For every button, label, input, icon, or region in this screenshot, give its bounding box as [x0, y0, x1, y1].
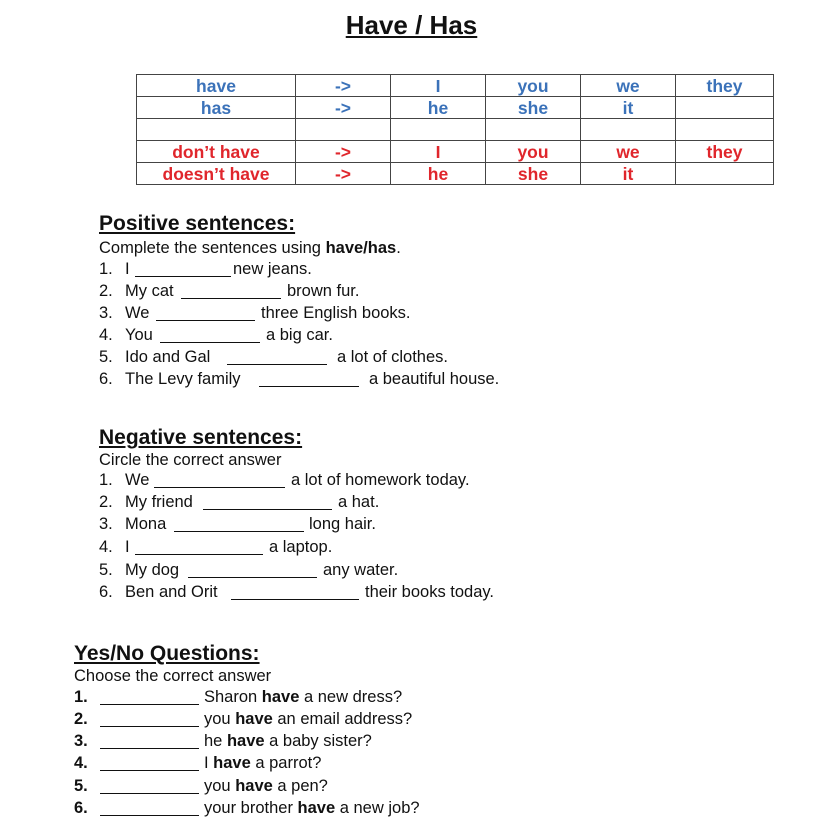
item-rest: brown fur. — [287, 282, 360, 300]
question-text — [204, 752, 321, 774]
positive-item — [99, 302, 411, 324]
instruction-text: Complete the sentences using — [99, 239, 326, 257]
question-item — [74, 752, 322, 774]
question-text — [204, 775, 328, 797]
item-rest: long hair. — [309, 515, 376, 533]
table-cell — [137, 119, 296, 141]
question-text — [204, 708, 412, 730]
table-cell — [581, 119, 676, 141]
instruction-bold: have/has — [325, 239, 397, 257]
question-text — [204, 797, 420, 819]
item-number: 4. — [99, 538, 113, 556]
item-rest: new jeans. — [233, 260, 312, 278]
answer-blank[interactable] — [100, 726, 199, 727]
item-number: 3. — [74, 732, 88, 750]
question-pre: Sharon — [204, 688, 262, 706]
table-cell: I — [391, 75, 486, 97]
question-post: a new job? — [335, 799, 420, 817]
question-post: an email address? — [272, 710, 413, 728]
item-rest: a beautiful house. — [369, 370, 500, 388]
table-cell: -> — [296, 97, 391, 119]
table-cell: you — [486, 141, 581, 163]
question-pre: you — [204, 777, 236, 795]
table-cell: she — [486, 97, 581, 119]
item-subject: Mona — [125, 515, 167, 533]
table-cell: it — [581, 163, 676, 185]
answer-blank[interactable] — [135, 276, 231, 277]
table-row — [137, 97, 774, 119]
table-cell: we — [581, 141, 676, 163]
item-subject: My dog — [125, 561, 180, 579]
answer-blank[interactable] — [203, 509, 332, 510]
question-item — [74, 708, 413, 730]
answer-blank[interactable] — [100, 770, 199, 771]
table-cell: it — [581, 97, 676, 119]
question-verb: have — [226, 732, 265, 750]
question-pre: you — [204, 710, 236, 728]
answer-blank[interactable] — [188, 577, 317, 578]
question-item — [74, 686, 403, 708]
table-cell: he — [391, 163, 486, 185]
question-verb: have — [261, 688, 300, 706]
question-pre: he — [204, 732, 227, 750]
negative-item — [99, 581, 495, 603]
table-row — [137, 75, 774, 97]
table-cell: we — [581, 75, 676, 97]
answer-blank[interactable] — [174, 531, 304, 532]
item-subject: Ben and Orit — [125, 583, 218, 601]
table-cell: -> — [296, 163, 391, 185]
positive-item — [99, 346, 448, 368]
have-has-table — [136, 74, 774, 185]
item-subject: My cat — [125, 282, 174, 300]
negative-instruction: Circle the correct answer — [99, 451, 282, 469]
answer-blank[interactable] — [100, 748, 199, 749]
negative-item — [99, 513, 376, 535]
item-number: 6. — [74, 799, 88, 817]
item-number: 2. — [99, 282, 113, 300]
question-verb: have — [213, 754, 251, 772]
item-subject: The Levy family — [125, 370, 241, 388]
answer-blank[interactable] — [100, 793, 199, 794]
table-cell: don’t have — [137, 141, 296, 163]
item-subject: I — [125, 538, 130, 556]
item-number: 6. — [99, 370, 113, 388]
question-post: a parrot? — [250, 754, 322, 772]
item-subject: We — [125, 304, 150, 322]
question-verb: have — [297, 799, 336, 817]
positive-item — [99, 258, 312, 280]
question-post: a pen? — [272, 777, 328, 795]
answer-blank[interactable] — [181, 298, 281, 299]
item-number: 1. — [99, 260, 113, 278]
item-number: 6. — [99, 583, 113, 601]
question-item — [74, 775, 328, 797]
table-cell — [391, 119, 486, 141]
questions-heading: Yes/No Questions: — [74, 642, 260, 665]
answer-blank[interactable] — [100, 815, 199, 816]
item-rest: a big car. — [266, 326, 333, 344]
item-rest: a laptop. — [269, 538, 333, 556]
item-number: 1. — [99, 471, 113, 489]
item-rest: any water. — [323, 561, 399, 579]
table-row — [137, 141, 774, 163]
item-rest: a lot of homework today. — [291, 471, 470, 489]
table-cell: -> — [296, 75, 391, 97]
negative-item — [99, 559, 399, 581]
table-cell: you — [486, 75, 581, 97]
item-number: 5. — [99, 561, 113, 579]
instruction-end: . — [396, 239, 401, 257]
item-rest: their books today. — [365, 583, 495, 601]
item-subject: My friend — [125, 493, 193, 511]
item-number: 4. — [74, 754, 88, 772]
item-number: 5. — [74, 777, 88, 795]
answer-blank[interactable] — [135, 554, 263, 555]
table-row — [137, 163, 774, 185]
item-subject: You — [125, 326, 153, 344]
answer-blank[interactable] — [259, 386, 359, 387]
item-number: 2. — [99, 493, 113, 511]
item-number: 2. — [74, 710, 88, 728]
question-pre: I — [204, 754, 214, 772]
table-cell — [676, 97, 774, 119]
questions-instruction: Choose the correct answer — [74, 667, 272, 685]
table-cell — [676, 163, 774, 185]
table-cell — [486, 119, 581, 141]
question-text — [204, 730, 372, 752]
question-text — [204, 686, 402, 708]
positive-instruction — [99, 239, 401, 258]
table-row — [137, 119, 774, 141]
question-post: a baby sister? — [264, 732, 372, 750]
negative-item — [99, 469, 470, 491]
item-subject: I — [125, 260, 130, 278]
answer-blank[interactable] — [156, 320, 255, 321]
question-verb: have — [235, 710, 273, 728]
negative-heading: Negative sentences: — [99, 426, 303, 449]
negative-item — [99, 536, 333, 558]
page-title: Have / Has — [345, 10, 478, 40]
table-cell: doesn’t have — [137, 163, 296, 185]
item-number: 3. — [99, 304, 113, 322]
table-cell: have — [137, 75, 296, 97]
table-cell: has — [137, 97, 296, 119]
answer-blank[interactable] — [231, 599, 359, 600]
positive-item — [99, 280, 360, 302]
table-cell — [296, 119, 391, 141]
answer-blank[interactable] — [154, 487, 285, 488]
negative-item — [99, 491, 380, 513]
question-item — [74, 797, 420, 819]
item-subject: We — [125, 471, 150, 489]
answer-blank[interactable] — [100, 704, 199, 705]
table-cell: -> — [296, 141, 391, 163]
question-pre: your brother — [204, 799, 298, 817]
table-cell: I — [391, 141, 486, 163]
table-cell: they — [676, 75, 774, 97]
positive-item — [99, 368, 500, 390]
item-rest: a lot of clothes. — [337, 348, 448, 366]
table-cell — [676, 119, 774, 141]
question-item — [74, 730, 372, 752]
table-cell: they — [676, 141, 774, 163]
question-verb: have — [235, 777, 273, 795]
item-number: 3. — [99, 515, 113, 533]
item-rest: three English books. — [261, 304, 411, 322]
question-post: a new dress? — [299, 688, 403, 706]
item-subject: Ido and Gal — [125, 348, 211, 366]
answer-blank[interactable] — [160, 342, 260, 343]
table-cell: she — [486, 163, 581, 185]
item-rest: a hat. — [338, 493, 380, 511]
item-number: 4. — [99, 326, 113, 344]
table-cell: he — [391, 97, 486, 119]
item-number: 5. — [99, 348, 113, 366]
answer-blank[interactable] — [227, 364, 327, 365]
item-number: 1. — [74, 688, 88, 706]
positive-item — [99, 324, 333, 346]
positive-heading: Positive sentences: — [99, 212, 296, 235]
